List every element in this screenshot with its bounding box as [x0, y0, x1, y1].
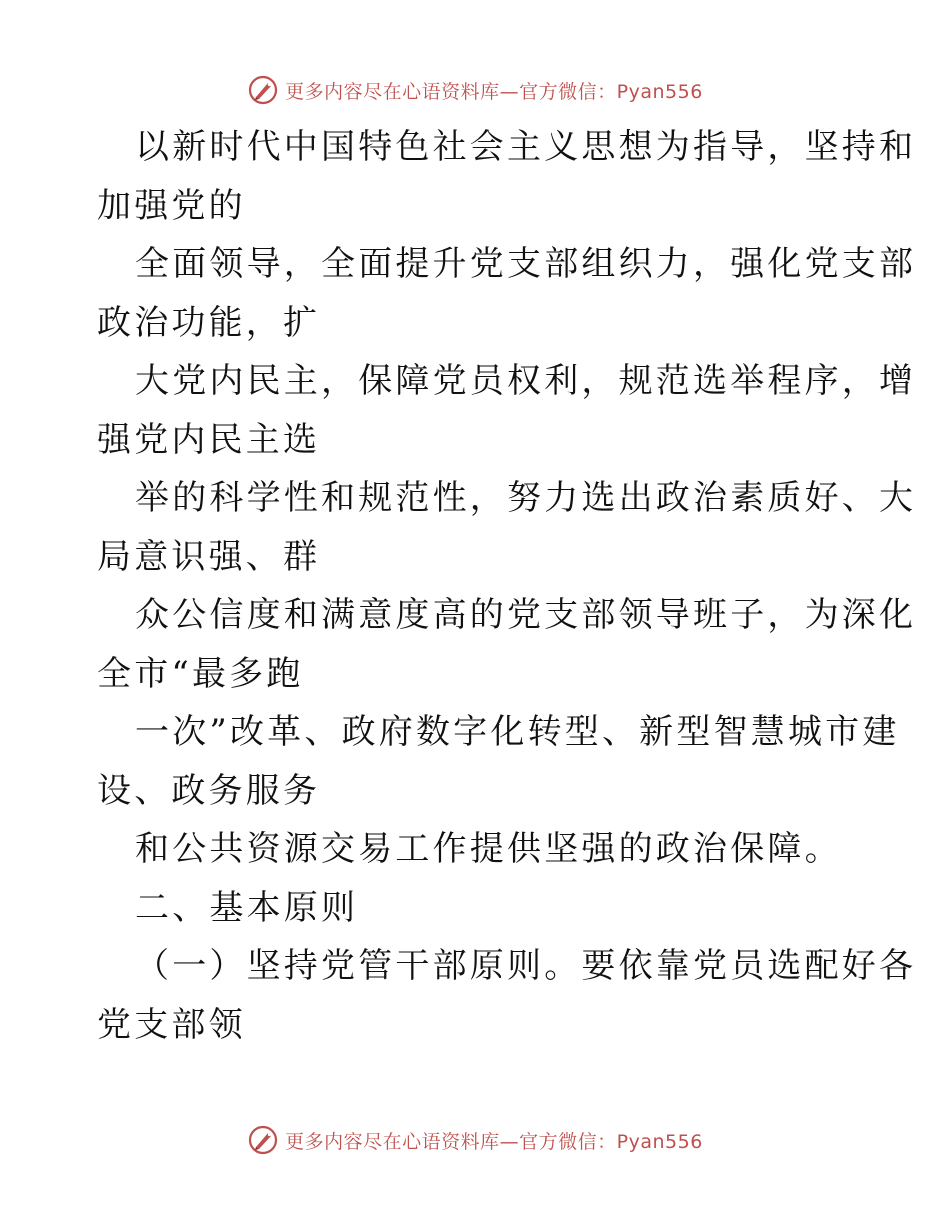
text-line-1: 以新时代中国特色社会主义思想为指导，坚持和: [135, 127, 917, 167]
pen-circle-logo-icon: [247, 1124, 279, 1156]
header-watermark-text: 更多内容尽在心语资料库—官方微信：Pyan556: [285, 80, 703, 103]
text-line-4: 政治功能，扩: [97, 302, 321, 343]
text-line-10: 全市“最多跑: [97, 653, 304, 694]
text-line-3: 全面领导，全面提升党支部组织力，强化党支部: [135, 244, 917, 284]
text-line-5: 大党内民主，保障党员权利，规范选举程序，增: [135, 361, 917, 401]
text-line-12: 设、政务服务: [97, 770, 321, 811]
footer-watermark-text: 更多内容尽在心语资料库—官方微信：Pyan556: [285, 1130, 703, 1153]
text-line-11: 一次”改革、政府数字化转型、新型智慧城市建: [135, 712, 900, 752]
section-heading-basic-principles: 二、基本原则: [135, 887, 359, 928]
text-line-2: 加强党的: [97, 185, 246, 226]
text-line-15: （一）坚持党管干部原则。要依靠党员选配好各: [135, 946, 917, 986]
header-watermark: [0, 70, 950, 110]
footer-watermark: [0, 1120, 950, 1160]
document-body: [97, 118, 917, 1054]
pen-circle-logo-icon: [247, 74, 279, 106]
text-line-13: 和公共资源交易工作提供坚强的政治保障。: [135, 829, 842, 869]
text-line-9: 众公信度和满意度高的党支部领导班子，为深化: [135, 595, 917, 635]
text-line-6: 强党内民主选: [97, 419, 321, 460]
text-line-16: 党支部领: [97, 1004, 246, 1045]
text-line-8: 局意识强、群: [97, 536, 321, 577]
text-line-7: 举的科学性和规范性，努力选出政治素质好、大: [135, 478, 917, 518]
